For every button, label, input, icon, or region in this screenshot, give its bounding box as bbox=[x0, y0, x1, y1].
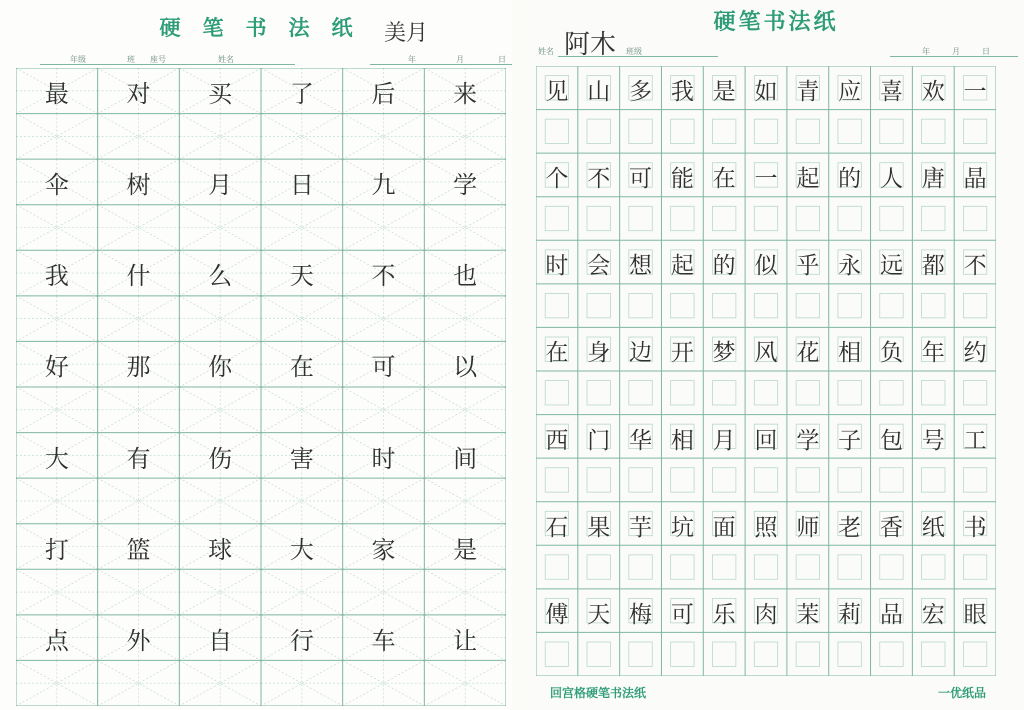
practice-char: 包 bbox=[879, 427, 903, 454]
month-label: 月 bbox=[952, 47, 960, 56]
practice-char: 起 bbox=[670, 253, 694, 280]
practice-char: 负 bbox=[879, 340, 903, 367]
title-char: 硬 bbox=[159, 15, 181, 40]
practice-char: 我 bbox=[670, 79, 694, 105]
practice-char: 华 bbox=[629, 427, 653, 454]
sheet-title-left bbox=[0, 12, 512, 42]
practice-char: 都 bbox=[921, 253, 945, 280]
practice-char: 学 bbox=[796, 427, 820, 454]
practice-sheet-right bbox=[528, 0, 1024, 710]
practice-char: 打 bbox=[44, 535, 69, 564]
practice-char: 相 bbox=[838, 340, 862, 367]
practice-char: 在 bbox=[545, 340, 569, 367]
practice-char: 肉 bbox=[754, 601, 778, 628]
practice-char: 月 bbox=[712, 427, 736, 454]
practice-char: 远 bbox=[879, 253, 903, 280]
writing-grid-right bbox=[536, 66, 996, 676]
name-label: 姓名 bbox=[218, 55, 234, 64]
practice-char: 球 bbox=[208, 535, 233, 564]
practice-char: 门 bbox=[587, 427, 611, 454]
practice-char: 一 bbox=[754, 166, 778, 193]
practice-char: 大 bbox=[44, 444, 69, 473]
practice-char: 乐 bbox=[712, 601, 736, 628]
grid-lines-left bbox=[16, 68, 506, 706]
practice-char: 你 bbox=[208, 353, 233, 382]
practice-char: 花 bbox=[796, 340, 820, 367]
practice-char: 果 bbox=[587, 514, 611, 541]
practice-char: 纸 bbox=[921, 514, 945, 541]
practice-char: 傅 bbox=[545, 601, 569, 628]
practice-char: 外 bbox=[126, 626, 151, 655]
practice-char: 边 bbox=[629, 340, 653, 367]
practice-char: 面 bbox=[712, 514, 736, 541]
practice-char: 不 bbox=[587, 166, 611, 193]
practice-char: 自 bbox=[208, 626, 233, 655]
title-char: 法 bbox=[288, 15, 310, 40]
practice-char: 伤 bbox=[208, 444, 233, 473]
practice-char: 可 bbox=[629, 166, 653, 193]
sheet-title-right: 硬笔书法纸 bbox=[713, 9, 839, 35]
day-label: 日 bbox=[498, 55, 506, 64]
practice-char: 的 bbox=[838, 166, 862, 193]
header-fields-left bbox=[0, 54, 512, 66]
practice-char: 后 bbox=[371, 80, 396, 108]
practice-char: 开 bbox=[670, 340, 694, 367]
practice-char: 西 bbox=[545, 427, 569, 454]
practice-char: 多 bbox=[629, 79, 653, 105]
practice-char: 乎 bbox=[796, 253, 820, 280]
day-label: 日 bbox=[982, 47, 990, 56]
practice-char: 可 bbox=[670, 601, 694, 628]
practice-char: 唐 bbox=[921, 166, 945, 193]
practice-char: 人 bbox=[879, 166, 903, 193]
practice-char: 相 bbox=[670, 427, 694, 454]
practice-char: 书 bbox=[963, 514, 987, 541]
practice-char: 山 bbox=[587, 79, 611, 105]
practice-char: 的 bbox=[712, 253, 736, 280]
grid-lines-right bbox=[536, 66, 996, 676]
practice-char: 子 bbox=[838, 427, 862, 454]
month-label: 月 bbox=[456, 55, 464, 64]
practice-char: 一 bbox=[963, 79, 987, 105]
footer-brand-right: 一优纸品 bbox=[938, 686, 987, 700]
practice-char: 会 bbox=[587, 253, 611, 280]
handwritten-name-left: 美月 bbox=[384, 21, 429, 46]
practice-char: 让 bbox=[453, 626, 478, 655]
practice-char: 想 bbox=[629, 253, 653, 280]
practice-char: 回 bbox=[754, 427, 778, 454]
practice-char: 天 bbox=[289, 262, 314, 291]
practice-char: 梅 bbox=[629, 601, 653, 628]
practice-char: 来 bbox=[453, 80, 478, 108]
practice-char: 是 bbox=[453, 535, 478, 564]
practice-char: 家 bbox=[371, 535, 396, 564]
practice-char: 买 bbox=[208, 80, 233, 108]
practice-char: 个 bbox=[545, 166, 569, 193]
practice-char: 车 bbox=[371, 626, 396, 655]
practice-char: 风 bbox=[754, 340, 778, 367]
practice-char: 青 bbox=[796, 79, 820, 105]
practice-char: 天 bbox=[587, 601, 611, 628]
practice-char: 篮 bbox=[126, 535, 151, 564]
practice-char: 能 bbox=[670, 166, 694, 193]
name-label: 姓名 bbox=[538, 47, 554, 56]
practice-char: 大 bbox=[289, 535, 314, 564]
practice-char: 年 bbox=[921, 340, 945, 367]
practice-char: 身 bbox=[587, 340, 611, 367]
practice-char: 照 bbox=[754, 514, 778, 541]
practice-char: 应 bbox=[838, 79, 862, 105]
practice-char: 了 bbox=[289, 80, 314, 108]
practice-char: 九 bbox=[371, 171, 396, 200]
practice-char: 宏 bbox=[921, 601, 945, 628]
practice-char: 害 bbox=[289, 444, 314, 473]
practice-char: 品 bbox=[879, 601, 903, 628]
practice-char: 树 bbox=[126, 171, 151, 200]
practice-char: 香 bbox=[879, 514, 903, 541]
class-label: 班 bbox=[127, 55, 135, 64]
practice-char: 么 bbox=[208, 262, 233, 291]
practice-char: 欢 bbox=[921, 79, 945, 105]
footer-brand-left: 回宫格硬笔书法纸 bbox=[550, 686, 647, 700]
practice-char: 不 bbox=[371, 262, 396, 291]
practice-char: 是 bbox=[712, 79, 736, 105]
practice-char: 间 bbox=[453, 444, 478, 473]
practice-char: 点 bbox=[44, 626, 69, 655]
title-char: 笔 bbox=[202, 15, 224, 40]
practice-char: 晶 bbox=[963, 166, 987, 193]
practice-char: 号 bbox=[921, 427, 945, 454]
practice-char: 梦 bbox=[712, 340, 736, 367]
practice-char: 石 bbox=[545, 514, 569, 541]
practice-char: 芋 bbox=[629, 514, 653, 541]
practice-char: 我 bbox=[44, 262, 69, 291]
practice-char: 工 bbox=[963, 427, 987, 454]
practice-char: 那 bbox=[126, 353, 151, 382]
handwritten-name-right: 阿木 bbox=[564, 30, 617, 60]
practice-char: 行 bbox=[289, 626, 314, 655]
practice-char: 月 bbox=[208, 171, 233, 200]
seat-label: 座号 bbox=[150, 55, 166, 64]
practice-char: 莉 bbox=[838, 601, 862, 628]
practice-char: 好 bbox=[44, 353, 69, 382]
year-label: 年 bbox=[408, 55, 416, 64]
practice-char: 老 bbox=[838, 514, 862, 541]
practice-char: 似 bbox=[754, 253, 778, 280]
title-char: 书 bbox=[245, 15, 267, 40]
practice-char: 可 bbox=[371, 353, 396, 382]
practice-char: 也 bbox=[453, 262, 478, 291]
practice-char: 在 bbox=[289, 353, 314, 382]
practice-char: 学 bbox=[453, 171, 478, 200]
year-label: 年 bbox=[922, 47, 930, 56]
header-fields-right bbox=[528, 46, 1024, 58]
practice-char: 永 bbox=[838, 253, 862, 280]
practice-char: 起 bbox=[796, 166, 820, 193]
practice-char: 日 bbox=[289, 171, 314, 200]
practice-char: 伞 bbox=[44, 171, 69, 200]
practice-char: 有 bbox=[126, 444, 151, 473]
writing-grid-left bbox=[16, 68, 506, 706]
practice-char: 坑 bbox=[670, 514, 694, 541]
practice-char: 以 bbox=[453, 353, 478, 382]
practice-char: 不 bbox=[963, 253, 987, 280]
practice-char: 师 bbox=[796, 514, 820, 541]
title-char: 纸 bbox=[331, 15, 353, 40]
practice-char: 喜 bbox=[879, 79, 903, 105]
practice-char: 约 bbox=[963, 340, 987, 367]
practice-char: 时 bbox=[371, 444, 396, 473]
practice-char: 见 bbox=[545, 79, 569, 105]
practice-char: 最 bbox=[44, 80, 69, 108]
grade-label: 年级 bbox=[70, 55, 86, 64]
practice-char: 什 bbox=[126, 262, 151, 291]
practice-char: 在 bbox=[712, 166, 736, 193]
practice-char: 眼 bbox=[963, 601, 987, 628]
practice-char: 对 bbox=[126, 80, 151, 108]
practice-char: 如 bbox=[754, 79, 778, 105]
practice-char: 茉 bbox=[796, 601, 820, 628]
class-label: 班级 bbox=[626, 47, 642, 56]
practice-char: 时 bbox=[545, 253, 569, 280]
